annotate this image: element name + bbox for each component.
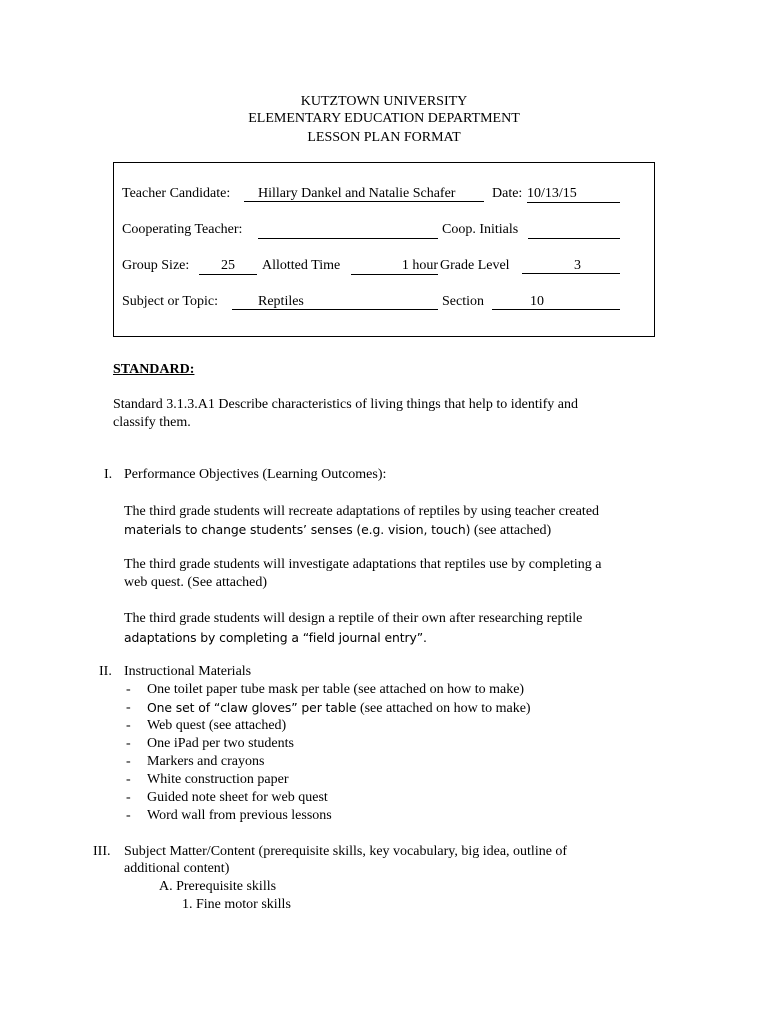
material-item (147, 700, 531, 717)
bullet-dash: - (126, 718, 131, 733)
subject-field[interactable]: Reptiles (232, 294, 438, 310)
bullet-dash: - (126, 700, 131, 715)
header-format: LESSON PLAN FORMAT (307, 130, 461, 145)
section-field[interactable]: 10 (492, 294, 620, 310)
subject-label: Subject or Topic: (122, 294, 218, 309)
bullet-dash: - (126, 754, 131, 769)
objective-1-line2-b: (see attached) (470, 523, 552, 538)
allotted-time-label: Allotted Time (262, 258, 341, 273)
group-size-label: Group Size: (122, 258, 190, 273)
header-department: ELEMENTARY EDUCATION DEPARTMENT (248, 111, 520, 126)
coop-initials-field[interactable] (528, 222, 620, 239)
section-i-numeral: I. (104, 467, 113, 482)
objective-3-line1: The third grade students will design a reptile of their own after researching reptile (124, 611, 583, 626)
material-item: Guided note sheet for web quest (147, 790, 328, 805)
date-field[interactable]: 10/13/15 (527, 186, 620, 203)
material-item: Web quest (see attached) (147, 718, 287, 733)
objective-1-line1: The third grade students will recreate adaptations of reptiles by using teacher created (124, 504, 600, 519)
grade-level-field[interactable]: 3 (522, 258, 620, 274)
teacher-candidate-field[interactable]: Hillary Dankel and Natalie Schafer (244, 186, 484, 202)
allotted-time-field[interactable]: 1 hour (351, 258, 438, 275)
section-iii-title-line1: Subject Matter/Content (prerequisite skills, key vocabulary, big idea, outline of (124, 844, 568, 859)
section-label: Section (442, 294, 484, 309)
bullet-dash: - (126, 772, 131, 787)
cooperating-teacher-field[interactable] (258, 222, 438, 239)
grade-level-label: Grade Level (440, 258, 510, 273)
cooperating-teacher-label: Cooperating Teacher: (122, 222, 243, 237)
section-ii-title: Instructional Materials (124, 664, 252, 679)
material-item-2-b: (see attached on how to make) (356, 701, 531, 716)
material-item: Markers and crayons (147, 754, 265, 769)
standard-text-line2: classify them. (113, 415, 191, 430)
bullet-dash: - (126, 736, 131, 751)
header-university: KUTZTOWN UNIVERSITY (300, 94, 468, 109)
bullet-dash: - (126, 790, 131, 805)
material-item-2-a: One set of “claw gloves” per table (147, 700, 357, 715)
objective-1-line2-a: materials to change students’ senses (e.g. vision, touch) (124, 522, 471, 537)
objective-3-line2: adaptations by completing a “field journal entry”. (124, 630, 427, 645)
teacher-candidate-label: Teacher Candidate: (122, 186, 231, 201)
objective-2-line2: web quest. (See attached) (124, 575, 268, 590)
section-ii-numeral: II. (99, 664, 112, 679)
subsection-a-item-1: 1. Fine motor skills (182, 897, 291, 912)
bullet-dash: - (126, 682, 131, 697)
objective-1-line2 (124, 522, 551, 539)
section-iii-title-line2: additional content) (124, 861, 230, 876)
coop-initials-label: Coop. Initials (442, 222, 519, 237)
objective-2-line1: The third grade students will investigate adaptations that reptiles use by completing a (124, 557, 602, 572)
material-item: Word wall from previous lessons (147, 808, 332, 823)
group-size-field[interactable]: 25 (199, 258, 257, 275)
material-item: One iPad per two students (147, 736, 294, 751)
section-iii-numeral: III. (93, 844, 111, 859)
standard-text-line1: Standard 3.1.3.A1 Describe characteristics of living things that help to identify and (113, 397, 578, 412)
date-label: Date: (492, 186, 523, 201)
subsection-a: A. Prerequisite skills (159, 879, 277, 894)
section-i-title: Performance Objectives (Learning Outcomes): (124, 467, 387, 482)
bullet-dash: - (126, 808, 131, 823)
standard-heading: STANDARD: (113, 362, 195, 377)
material-item: One toilet paper tube mask per table (see attached on how to make) (147, 682, 525, 697)
material-item: White construction paper (147, 772, 289, 787)
